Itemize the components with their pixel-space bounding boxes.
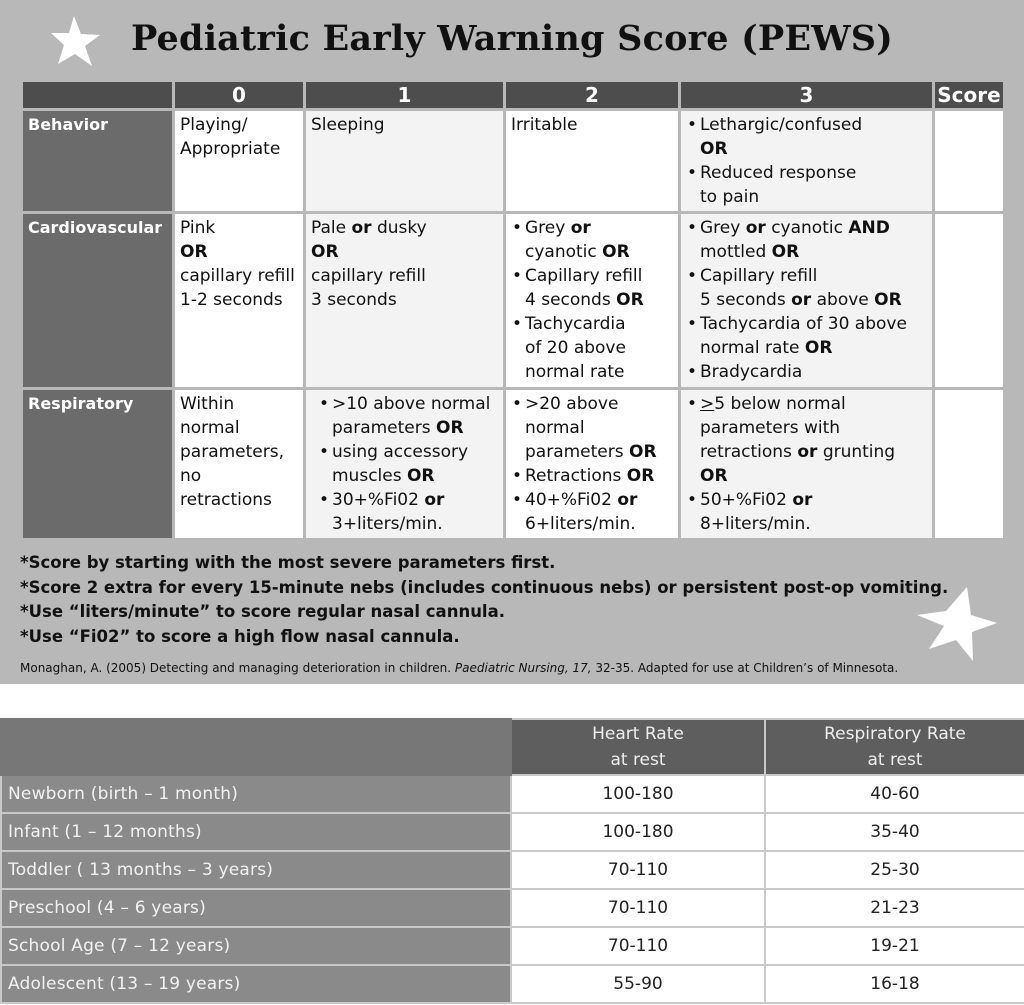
header-score-2: 2	[505, 81, 680, 110]
text-fragment: Grey	[525, 218, 566, 238]
category-behavior: Behavior	[22, 110, 174, 213]
text-fragment: using accessory	[332, 442, 469, 462]
text-line: capillary refill	[180, 266, 295, 286]
text-line: Irritable	[511, 115, 578, 135]
text-line: Lethargic/confused	[700, 115, 863, 135]
header-score-total: Score	[934, 81, 1005, 110]
text-fragment: 40+%Fi02	[525, 490, 612, 510]
text-fragment: Tachycardia	[525, 314, 626, 334]
row-cardiovascular	[22, 213, 1005, 389]
or-label: OR	[616, 290, 644, 310]
header-respiratory-rate	[765, 719, 1024, 775]
or-label: OR	[629, 442, 657, 462]
cardio-score-3	[680, 213, 934, 389]
list-item	[511, 264, 673, 312]
resp-score-1	[305, 389, 505, 540]
text-fragment: Pale	[311, 218, 347, 238]
text-fragment: Bradycardia	[700, 362, 803, 382]
category-respiratory: Respiratory	[22, 389, 174, 540]
text-fragment: cyanotic	[771, 218, 843, 238]
or-label: OR	[874, 290, 902, 310]
citation-journal: Paediatric Nursing, 17,	[454, 661, 592, 675]
text-fragment: 5 below normal	[714, 394, 846, 414]
age-group: School Age (7 – 12 years)	[1, 927, 511, 965]
or-label: OR	[406, 466, 435, 486]
text-fragment: Capillary refill	[700, 266, 818, 286]
text-fragment: normal rate	[700, 338, 800, 358]
respiratory-rate-value: 35-40	[765, 813, 1024, 851]
text-fragment: 50+%Fi02	[700, 490, 787, 510]
age-group: Preschool (4 – 6 years)	[1, 889, 511, 927]
header-heart-rate	[511, 719, 765, 775]
list-item	[686, 360, 927, 384]
table-row	[1, 775, 1024, 813]
text-line: 1-2 seconds	[180, 290, 283, 310]
or-label: or	[745, 218, 766, 238]
heart-rate-value: 100-180	[511, 813, 765, 851]
bullet-list	[511, 216, 673, 384]
or-label: OR	[311, 242, 339, 262]
behavior-score-1	[305, 110, 505, 213]
table-row	[1, 813, 1024, 851]
text-fragment: 8+liters/min.	[700, 514, 811, 534]
text-fragment: Tachycardia of 30 above	[700, 314, 907, 334]
text-fragment: 4 seconds	[525, 290, 611, 310]
or-label: or	[617, 490, 638, 510]
or-label: OR	[700, 466, 728, 486]
header-score-1: 1	[305, 81, 505, 110]
cardio-score-0	[174, 213, 305, 389]
table-row	[1, 965, 1024, 1003]
pews-header-row	[22, 81, 1005, 110]
text-fragment: Capillary refill	[525, 266, 643, 286]
text-fragment: mottled	[700, 242, 767, 262]
list-item	[686, 264, 927, 312]
text-fragment: 3+liters/min.	[332, 514, 443, 534]
text-fragment: normal	[525, 418, 585, 438]
text-fragment: normal rate	[525, 362, 625, 382]
text-fragment: retractions	[700, 442, 792, 462]
or-label: OR	[602, 242, 630, 262]
or-label: or	[351, 218, 372, 238]
page-title: Pediatric Early Warning Score (PEWS)	[130, 18, 894, 59]
or-label: or	[570, 218, 591, 238]
text-fragment: 6+liters/min.	[525, 514, 636, 534]
header-corner	[22, 81, 174, 110]
text-line: normal	[180, 418, 240, 438]
table-row	[1, 889, 1024, 927]
age-group: Infant (1 – 12 months)	[1, 813, 511, 851]
text-fragment: grunting	[822, 442, 896, 462]
or-label: OR	[771, 242, 800, 262]
bullet-list	[686, 216, 927, 384]
text-line: Within	[180, 394, 235, 414]
behavior-score-3	[680, 110, 934, 213]
table-row	[1, 851, 1024, 889]
citation	[20, 661, 1010, 675]
vitals-header-row	[1, 719, 1024, 775]
text-fragment: muscles	[332, 466, 402, 486]
header-corner	[1, 719, 511, 775]
star-icon	[915, 585, 999, 667]
text-fragment: dusky	[376, 218, 427, 238]
respiratory-rate-value: 21-23	[765, 889, 1024, 927]
behavior-score-2	[505, 110, 680, 213]
text-fragment: parameters with	[700, 418, 841, 438]
respiratory-rate-value: 16-18	[765, 965, 1024, 1003]
gte-symbol: >	[700, 394, 715, 414]
or-label: or	[791, 290, 812, 310]
header-score-3: 3	[680, 81, 934, 110]
resp-score-0	[174, 389, 305, 540]
list-item	[511, 464, 673, 488]
resp-score-input[interactable]	[934, 389, 1005, 540]
bullet-list	[318, 392, 498, 536]
text-line: Pink	[180, 218, 216, 238]
list-item	[318, 392, 498, 440]
age-group: Toddler ( 13 months – 3 years)	[1, 851, 511, 889]
header-line: at rest	[867, 750, 923, 770]
list-item	[511, 392, 673, 464]
text-line: capillary refill	[311, 266, 426, 286]
resp-score-2	[505, 389, 680, 540]
or-label: or	[797, 442, 818, 462]
vital-signs-table	[0, 718, 1024, 1004]
bullet-list	[686, 392, 927, 536]
list-item	[686, 488, 927, 536]
text-line: Reduced response	[700, 163, 857, 183]
list-item	[318, 440, 498, 488]
text-fragment: 30+%Fi02	[332, 490, 419, 510]
bullet-list	[511, 392, 673, 536]
text-fragment: cyanotic	[525, 242, 597, 262]
row-behavior	[22, 110, 1005, 213]
cardio-score-1	[305, 213, 505, 389]
text-fragment: parameters	[332, 418, 431, 438]
cardio-score-input[interactable]	[934, 213, 1005, 389]
or-label: or	[792, 490, 813, 510]
heart-rate-value: 70-110	[511, 927, 765, 965]
scoring-notes	[20, 551, 1010, 649]
text-line: no retractions	[180, 466, 272, 510]
note: *Use “Fi02” to score a high flow nasal cannula.	[20, 626, 460, 646]
resp-score-3	[680, 389, 934, 540]
list-item	[511, 488, 673, 536]
text-line: Sleeping	[311, 115, 385, 135]
list-item	[511, 216, 673, 264]
or-label: OR	[700, 139, 728, 159]
text-line: Playing/	[180, 115, 248, 135]
heart-rate-value: 70-110	[511, 851, 765, 889]
text-line	[311, 216, 498, 240]
respiratory-rate-value: 25-30	[765, 851, 1024, 889]
and-label: AND	[848, 218, 890, 238]
category-cardiovascular: Cardiovascular	[22, 213, 174, 389]
or-label: OR	[180, 242, 208, 262]
text-fragment: 5 seconds	[700, 290, 786, 310]
text-line: Appropriate	[180, 139, 281, 159]
list-item	[686, 392, 927, 488]
respiratory-rate-value: 19-21	[765, 927, 1024, 965]
age-group: Adolescent (13 – 19 years)	[1, 965, 511, 1003]
list-item	[686, 216, 927, 264]
text-line: to pain	[700, 187, 760, 207]
list-item	[686, 161, 927, 209]
or-label: OR	[626, 466, 655, 486]
or-label: OR	[436, 418, 464, 438]
text-fragment: parameters	[525, 442, 624, 462]
heart-rate-value: 55-90	[511, 965, 765, 1003]
list-item	[686, 312, 927, 360]
text-line: 3 seconds	[311, 290, 397, 310]
respiratory-rate-value: 40-60	[765, 775, 1024, 813]
heart-rate-value: 100-180	[511, 775, 765, 813]
text-fragment: Grey	[700, 218, 741, 238]
list-item	[511, 312, 673, 384]
header-score-0: 0	[174, 81, 305, 110]
pews-table	[20, 79, 1006, 541]
list-item	[686, 113, 927, 161]
text-line: parameters,	[180, 442, 285, 462]
note: *Score 2 extra for every 15-minute nebs (includes continuous nebs) or persistent post-op vomiting.	[20, 577, 949, 597]
table-row	[1, 927, 1024, 965]
text-fragment: >20 above	[525, 394, 619, 414]
text-fragment: Retractions	[525, 466, 622, 486]
header-line: Heart Rate	[592, 724, 684, 744]
cardio-score-2	[505, 213, 680, 389]
citation-text: Monaghan, A. (2005) Detecting and managing deterioration in children.	[20, 661, 455, 675]
behavior-score-input[interactable]	[934, 110, 1005, 213]
or-label: or	[424, 490, 445, 510]
text-fragment: above	[816, 290, 869, 310]
header-line: at rest	[610, 750, 666, 770]
citation-text: 32-35. Adapted for use at Children’s of Minnesota.	[591, 661, 899, 675]
text-fragment: >10 above normal	[332, 394, 491, 414]
text-fragment: of 20 above	[525, 338, 626, 358]
note: *Score by starting with the most severe parameters first.	[20, 553, 556, 572]
row-respiratory	[22, 389, 1005, 540]
list-item	[318, 488, 498, 536]
heart-rate-value: 70-110	[511, 889, 765, 927]
header-line: Respiratory Rate	[824, 724, 966, 744]
age-group: Newborn (birth – 1 month)	[1, 775, 511, 813]
behavior-score-0	[174, 110, 305, 213]
or-label: OR	[804, 338, 833, 358]
bullet-list	[686, 113, 927, 209]
note: *Use “liters/minute” to score regular nasal cannula.	[20, 602, 505, 621]
